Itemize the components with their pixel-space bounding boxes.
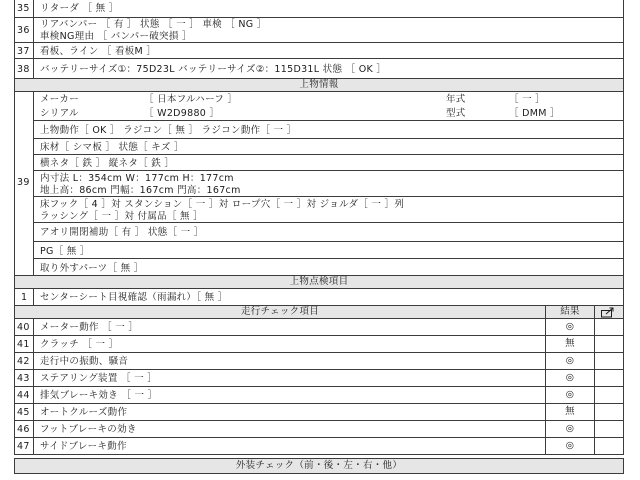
section-header-body-info <box>14 78 624 92</box>
row-number-cell <box>14 288 34 306</box>
section-title: 走行チェック項目 <box>240 306 320 317</box>
row-number-cell <box>14 318 34 336</box>
pg-text: PG［ 無 ］ <box>40 246 90 257</box>
floor-cell <box>33 138 624 155</box>
row-number: 42 <box>17 356 30 367</box>
drive-check-item <box>33 352 546 370</box>
drive-check-item <box>33 318 546 336</box>
row-number-cell <box>14 369 34 387</box>
drive-check-item <box>33 335 546 353</box>
maker-value: ［ 日本フルハーフ ］ <box>144 94 238 105</box>
row-number-cell <box>14 58 34 79</box>
drive-check-item <box>33 369 546 387</box>
result-cell <box>545 369 595 387</box>
row-36-cell <box>33 17 624 43</box>
row-number: 44 <box>17 390 30 401</box>
check-item-label: フットブレーキの効き <box>40 424 137 435</box>
pg-cell <box>33 241 624 259</box>
section-title: 外装チェック（前・後・左・右・他） <box>235 460 403 471</box>
share-icon <box>600 306 618 318</box>
row-number-cell <box>14 403 34 421</box>
note-cell <box>594 437 624 455</box>
result-mark: ◎ <box>565 440 575 451</box>
row-number-cell <box>14 91 34 276</box>
removable-cell <box>33 258 624 276</box>
result-mark: ◎ <box>565 389 575 400</box>
result-header-cell <box>545 305 595 319</box>
joists-text: 横ネタ［ 鉄 ］ 縦ネタ［ 鉄 ］ <box>40 158 175 169</box>
rear-bumper-text: リアバンパー ［ 有 ］ 状態 ［ 一 ］ 車検 ［ NG ］ <box>40 19 267 30</box>
row-number-cell <box>14 352 34 370</box>
dimensions-cell <box>33 170 624 197</box>
year-label: 年式 <box>446 94 466 105</box>
result-cell <box>545 335 595 353</box>
result-cell <box>545 403 595 421</box>
inspection-ng-reason-text: 車検NG理由 ［ バンパー破突損 ］ <box>40 31 192 42</box>
signboard-text: 看板、ライン ［ 看板M ］ <box>40 46 157 57</box>
hooks-text: 床フック［ 4 ］対 スタンション［ 一 ］対 ロープ穴［ 一 ］対 ジョルダ［ 一 ］列 <box>40 199 405 210</box>
result-mark: ◎ <box>565 423 575 434</box>
section-title: 上物点検項目 <box>289 276 349 287</box>
check-item-label: 排気ブレーキ効き ［ 一 ］ <box>40 390 158 401</box>
tailgate-text: アオリ開閉補助［ 有 ］ 状態［ 一 ］ <box>40 227 204 238</box>
row-38-cell <box>33 58 624 79</box>
row-number-cell <box>14 437 34 455</box>
check-item-label: クラッチ ［ 一 ］ <box>40 339 119 350</box>
result-cell <box>545 386 595 404</box>
row-number: 1 <box>21 292 28 303</box>
row-number: 39 <box>17 177 30 188</box>
note-cell <box>594 369 624 387</box>
result-cell <box>545 318 595 336</box>
row-number-cell <box>14 386 34 404</box>
note-cell <box>594 335 624 353</box>
maker-label: メーカー <box>40 94 80 105</box>
retarder-text: リターダ ［ 無 ］ <box>40 3 119 14</box>
row-number: 46 <box>17 424 30 435</box>
row-number-cell <box>14 335 34 353</box>
note-cell <box>594 403 624 421</box>
check-item-label: ステアリング装置 ［ 一 ］ <box>40 373 157 384</box>
drive-check-item <box>33 437 546 455</box>
row-number: 37 <box>17 46 30 57</box>
result-mark: ◎ <box>565 372 575 383</box>
model-label: 型式 <box>446 108 466 119</box>
row-number: 41 <box>17 339 30 350</box>
section-header-exterior <box>14 458 624 474</box>
height-dimensions-text: 地上高：86cm 門幅：167cm 門高：167cm <box>40 185 241 196</box>
row-number: 35 <box>17 3 30 14</box>
note-cell <box>594 420 624 438</box>
battery-size-text: バッテリーサイズ①：75D23L バッテリーサイズ②：115D31L 状態 ［ OK ］ <box>40 64 387 75</box>
drive-check-item <box>33 403 546 421</box>
row-number: 36 <box>17 25 30 36</box>
check-item-label: メーター動作 ［ 一 ］ <box>40 322 139 333</box>
year-value: ［ 一 ］ <box>509 94 546 105</box>
row-number: 45 <box>17 407 30 418</box>
note-cell <box>594 352 624 370</box>
joists-cell <box>33 154 624 171</box>
row-number: 38 <box>17 64 30 75</box>
operation-cell <box>33 120 624 139</box>
check-item-label: サイドブレーキ動作 <box>40 441 127 452</box>
note-cell <box>594 386 624 404</box>
drive-check-item <box>33 420 546 438</box>
serial-value: ［ W2D9880 ］ <box>144 108 220 119</box>
row-number-cell <box>14 420 34 438</box>
hooks-cell <box>33 196 624 223</box>
result-cell <box>545 437 595 455</box>
result-header: 結果 <box>560 306 580 317</box>
drive-check-item <box>33 386 546 404</box>
section-title: 上物情報 <box>299 79 339 90</box>
lashing-text: ラッシング［ 一 ］対 付属品［ 無 ］ <box>40 211 203 222</box>
row-number-cell <box>14 0 34 18</box>
operation-text: 上物動作［ OK ］ ラジコン［ 無 ］ ラジコン動作［ 一 ］ <box>40 125 297 136</box>
removable-parts-text: 取り外すパーツ［ 無 ］ <box>40 263 144 274</box>
floor-text: 床材［ シマ板 ］ 状態［ キズ ］ <box>40 142 184 153</box>
note-cell <box>594 318 624 336</box>
tailgate-cell <box>33 222 624 242</box>
maker-serial-cell <box>33 91 624 121</box>
row-number: 40 <box>17 322 30 333</box>
row-number: 47 <box>17 441 30 452</box>
model-value: ［ DMM ］ <box>509 108 560 119</box>
result-mark: 無 <box>565 406 575 417</box>
share-button[interactable] <box>594 305 624 319</box>
inspection-item-cell <box>33 288 624 306</box>
result-cell <box>545 352 595 370</box>
result-mark: ◎ <box>565 355 575 366</box>
serial-label: シリアル <box>40 108 79 119</box>
result-cell <box>545 420 595 438</box>
row-number: 43 <box>17 373 30 384</box>
check-item-label: 走行中の振動、騒音 <box>40 356 129 367</box>
inner-dimensions-text: 内寸法 L：354cm W：177cm H：177cm <box>40 173 234 184</box>
section-header-drive-check <box>14 305 546 319</box>
check-item-label: オートクルーズ動作 <box>40 407 128 418</box>
result-mark: ◎ <box>565 321 575 332</box>
result-mark: 無 <box>565 338 575 349</box>
row-number-cell <box>14 42 34 59</box>
row-35-cell <box>33 0 624 18</box>
row-number-cell <box>14 17 34 43</box>
section-header-inspection <box>14 275 624 289</box>
center-sheet-check-text: センターシート目視確認（雨漏れ）［ 無 ］ <box>40 292 228 303</box>
row-37-cell <box>33 42 624 59</box>
